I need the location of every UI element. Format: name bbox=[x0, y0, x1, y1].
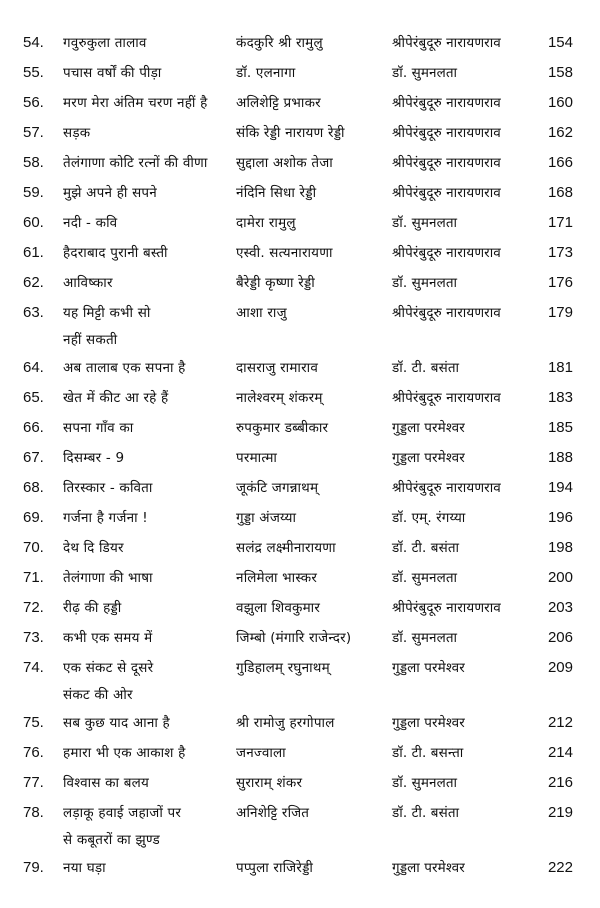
entry-author: अनिशेट्टि रजित bbox=[236, 805, 310, 821]
toc-entry bbox=[0, 383, 600, 413]
entry-translator: श्रीपेरंबुदूरु नारायणराव bbox=[392, 245, 501, 261]
entry-title bbox=[63, 238, 235, 268]
toc-entry bbox=[0, 178, 600, 208]
entry-page-number: 154 bbox=[547, 34, 573, 51]
entry-title-line1: यह मिट्टी कभी सो bbox=[63, 305, 151, 321]
entry-title-line1: पचास वर्षों की पीड़ा bbox=[63, 65, 162, 81]
entry-translator: श्रीपेरंबुदूरु नारायणराव bbox=[392, 95, 501, 111]
entry-title bbox=[63, 58, 235, 88]
entry-page-number: 196 bbox=[547, 509, 573, 526]
entry-title-line1: हमारा भी एक आकाश है bbox=[63, 745, 186, 761]
entry-author: दामेरा रामुलु bbox=[236, 215, 296, 231]
entry-translator: डॉ. सुमनलता bbox=[392, 215, 458, 231]
entry-title bbox=[63, 383, 235, 413]
entry-number: 70. bbox=[23, 539, 44, 556]
entry-page-number: 166 bbox=[547, 154, 573, 171]
toc-entry bbox=[0, 798, 600, 853]
entry-title bbox=[63, 473, 235, 503]
entry-page-number: 209 bbox=[547, 659, 573, 676]
entry-number: 62. bbox=[23, 274, 44, 291]
entry-title bbox=[63, 768, 235, 798]
entry-title-line1: हैदराबाद पुरानी बस्ती bbox=[63, 245, 168, 261]
entry-page-number: 214 bbox=[547, 744, 573, 761]
entry-number: 75. bbox=[23, 714, 44, 731]
entry-title bbox=[63, 853, 235, 883]
entry-title-line1: खेत में कीट आ रहे हैं bbox=[63, 390, 169, 406]
entry-title-line1: तेलंगाणा कोटि रत्नों की वीणा bbox=[63, 155, 208, 171]
entry-title bbox=[63, 593, 235, 623]
toc-entry bbox=[0, 738, 600, 768]
entry-translator: श्रीपेरंबुदूरु नारायणराव bbox=[392, 390, 501, 406]
entry-title bbox=[63, 298, 235, 353]
toc-entry bbox=[0, 473, 600, 503]
entry-title bbox=[63, 653, 235, 708]
entry-title-line1: सब कुछ याद आना है bbox=[63, 715, 170, 731]
toc-entry bbox=[0, 563, 600, 593]
toc-entry bbox=[0, 353, 600, 383]
entry-author: कंदकुरि श्री रामुलु bbox=[236, 35, 323, 51]
entry-page-number: 203 bbox=[547, 599, 573, 616]
entry-number: 64. bbox=[23, 359, 44, 376]
toc-entry bbox=[0, 708, 600, 738]
entry-number: 61. bbox=[23, 244, 44, 261]
entry-number: 59. bbox=[23, 184, 44, 201]
toc-entry bbox=[0, 623, 600, 653]
entry-author: श्री रामोजु हरगोपाल bbox=[236, 715, 335, 731]
entry-author: सलंद्र लक्ष्मीनारायणा bbox=[236, 540, 336, 556]
entry-author: डॉ. एलनागा bbox=[236, 65, 296, 81]
entry-page-number: 171 bbox=[547, 214, 573, 231]
entry-translator: गुड्डला परमेश्वर bbox=[392, 450, 465, 466]
entry-title bbox=[63, 413, 235, 443]
entry-page-number: 181 bbox=[547, 359, 573, 376]
toc-entry bbox=[0, 28, 600, 58]
entry-title-line1: नदी - कवि bbox=[63, 215, 118, 231]
entry-number: 65. bbox=[23, 389, 44, 406]
entry-translator: डॉ. सुमनलता bbox=[392, 630, 458, 646]
entry-author: संकि रेड्डी नारायण रेड्डी bbox=[236, 125, 345, 141]
entry-number: 71. bbox=[23, 569, 44, 586]
entry-number: 68. bbox=[23, 479, 44, 496]
toc-entry bbox=[0, 238, 600, 268]
entry-title-line1: गवुरुकुला तालाव bbox=[63, 35, 147, 51]
entry-title bbox=[63, 708, 235, 738]
entry-title bbox=[63, 178, 235, 208]
entry-translator: गुड्डला परमेश्वर bbox=[392, 660, 465, 676]
entry-page-number: 222 bbox=[547, 859, 573, 876]
entry-page-number: 183 bbox=[547, 389, 573, 406]
entry-translator: श्रीपेरंबुदूरु नारायणराव bbox=[392, 600, 501, 616]
entry-author: जिम्बो (मंगारि राजेन्दर) bbox=[236, 630, 352, 646]
entry-title bbox=[63, 148, 235, 178]
entry-author: परमात्मा bbox=[236, 450, 278, 466]
entry-author: सुराराम् शंकर bbox=[236, 775, 303, 791]
entry-title bbox=[63, 443, 235, 473]
entry-translator: गुड्डला परमेश्वर bbox=[392, 715, 465, 731]
entry-page-number: 216 bbox=[547, 774, 573, 791]
entry-title-line1: आविष्कार bbox=[63, 275, 113, 291]
entry-title bbox=[63, 28, 235, 58]
entry-page-number: 173 bbox=[547, 244, 573, 261]
entry-page-number: 160 bbox=[547, 94, 573, 111]
toc-entry bbox=[0, 298, 600, 353]
entry-author: पप्पुला राजिरेड्डी bbox=[236, 860, 314, 876]
entry-translator: श्रीपेरंबुदूरु नारायणराव bbox=[392, 35, 501, 51]
entry-translator: डॉ. टी. बसन्ता bbox=[392, 745, 464, 761]
entry-title bbox=[63, 798, 235, 853]
entry-title bbox=[63, 623, 235, 653]
entry-number: 67. bbox=[23, 449, 44, 466]
entry-title-line1: नया घड़ा bbox=[63, 860, 106, 876]
toc-entry bbox=[0, 443, 600, 473]
entry-author: रुपकुमार डब्बीकार bbox=[236, 420, 329, 436]
toc-entry bbox=[0, 653, 600, 708]
entry-page-number: 162 bbox=[547, 124, 573, 141]
entry-title-line1: विश्वास का बलय bbox=[63, 775, 150, 791]
entry-author: आशा राजु bbox=[236, 305, 287, 321]
entry-page-number: 185 bbox=[547, 419, 573, 436]
toc-entry bbox=[0, 533, 600, 563]
entry-author: दासराजु रामाराव bbox=[236, 360, 319, 376]
toc-entry bbox=[0, 58, 600, 88]
entry-title-line1: मुझे अपने ही सपने bbox=[63, 185, 157, 201]
entry-page-number: 158 bbox=[547, 64, 573, 81]
entry-number: 66. bbox=[23, 419, 44, 436]
entry-title bbox=[63, 533, 235, 563]
entry-author: जनज्वाला bbox=[236, 745, 286, 761]
entry-title-line1: गर्जना है गर्जना ! bbox=[63, 510, 148, 526]
entry-translator: गुड्डला परमेश्वर bbox=[392, 420, 465, 436]
entry-number: 73. bbox=[23, 629, 44, 646]
table-of-contents bbox=[0, 28, 600, 883]
entry-page-number: 206 bbox=[547, 629, 573, 646]
entry-title-line2: से कबूतरों का झुण्ड bbox=[63, 832, 160, 848]
entry-number: 77. bbox=[23, 774, 44, 791]
entry-title bbox=[63, 738, 235, 768]
entry-page-number: 219 bbox=[547, 804, 573, 821]
toc-entry bbox=[0, 88, 600, 118]
entry-number: 79. bbox=[23, 859, 44, 876]
entry-translator: डॉ. सुमनलता bbox=[392, 775, 458, 791]
entry-number: 55. bbox=[23, 64, 44, 81]
entry-author: नलिमेला भास्कर bbox=[236, 570, 318, 586]
entry-number: 54. bbox=[23, 34, 44, 51]
toc-entry bbox=[0, 503, 600, 533]
entry-title bbox=[63, 118, 235, 148]
entry-number: 60. bbox=[23, 214, 44, 231]
entry-title bbox=[63, 88, 235, 118]
entry-translator: डॉ. एम्. रंगय्या bbox=[392, 510, 466, 526]
entry-author: वझुला शिवकुमार bbox=[236, 600, 321, 616]
entry-translator: डॉ. सुमनलता bbox=[392, 570, 458, 586]
toc-entry bbox=[0, 853, 600, 883]
toc-entry bbox=[0, 208, 600, 238]
entry-translator: श्रीपेरंबुदूरु नारायणराव bbox=[392, 305, 501, 321]
entry-number: 76. bbox=[23, 744, 44, 761]
entry-translator: श्रीपेरंबुदूरु नारायणराव bbox=[392, 185, 501, 201]
toc-entry bbox=[0, 768, 600, 798]
entry-title bbox=[63, 208, 235, 238]
entry-page-number: 198 bbox=[547, 539, 573, 556]
entry-title-line1: सड़क bbox=[63, 125, 91, 141]
entry-number: 63. bbox=[23, 304, 44, 321]
toc-entry bbox=[0, 593, 600, 623]
entry-title bbox=[63, 353, 235, 383]
entry-translator: डॉ. टी. बसंता bbox=[392, 360, 460, 376]
toc-entry bbox=[0, 148, 600, 178]
entry-title-line1: कभी एक समय में bbox=[63, 630, 153, 646]
entry-translator: गुड्डला परमेश्वर bbox=[392, 860, 465, 876]
entry-author: बैरेड्डी कृष्णा रेड्डी bbox=[236, 275, 315, 291]
entry-author: गुडिहालम् रघुनाथम् bbox=[236, 660, 330, 676]
entry-page-number: 179 bbox=[547, 304, 573, 321]
entry-translator: डॉ. सुमनलता bbox=[392, 65, 458, 81]
entry-title-line2: संकट की ओर bbox=[63, 687, 133, 703]
entry-number: 56. bbox=[23, 94, 44, 111]
toc-entry bbox=[0, 118, 600, 148]
entry-title-line1: तेलंगाणा की भाषा bbox=[63, 570, 153, 586]
entry-page-number: 176 bbox=[547, 274, 573, 291]
entry-title-line1: सपना गाँव का bbox=[63, 420, 134, 436]
entry-title-line1: मरण मेरा अंतिम चरण नहीं है bbox=[63, 95, 208, 111]
toc-entry bbox=[0, 268, 600, 298]
entry-title-line1: अब तालाब एक सपना है bbox=[63, 360, 186, 376]
entry-title-line1: दिसम्बर - 9 bbox=[63, 450, 125, 466]
entry-title bbox=[63, 503, 235, 533]
entry-translator: श्रीपेरंबुदूरु नारायणराव bbox=[392, 155, 501, 171]
entry-title-line1: एक संकट से दूसरे bbox=[63, 660, 154, 676]
entry-title-line1: तिरस्कार - कविता bbox=[63, 480, 153, 496]
entry-number: 72. bbox=[23, 599, 44, 616]
entry-author: अलिशेट्टि प्रभाकर bbox=[236, 95, 321, 111]
entry-author: नालेश्वरम् शंकरम् bbox=[236, 390, 323, 406]
entry-translator: डॉ. सुमनलता bbox=[392, 275, 458, 291]
toc-entry bbox=[0, 413, 600, 443]
entry-page-number: 188 bbox=[547, 449, 573, 466]
entry-page-number: 212 bbox=[547, 714, 573, 731]
entry-translator: श्रीपेरंबुदूरु नारायणराव bbox=[392, 480, 501, 496]
entry-title-line1: देथ दि डियर bbox=[63, 540, 124, 556]
entry-number: 78. bbox=[23, 804, 44, 821]
entry-title-line1: लड़ाकू हवाई जहाजों पर bbox=[63, 805, 182, 821]
entry-author: गुड्डा अंजय्या bbox=[236, 510, 297, 526]
entry-number: 58. bbox=[23, 154, 44, 171]
entry-page-number: 168 bbox=[547, 184, 573, 201]
entry-title-line1: रीढ़ की हड्डी bbox=[63, 600, 122, 616]
entry-page-number: 194 bbox=[547, 479, 573, 496]
entry-author: नंदिनि सिधा रेड्डी bbox=[236, 185, 317, 201]
entry-number: 69. bbox=[23, 509, 44, 526]
entry-translator: श्रीपेरंबुदूरु नारायणराव bbox=[392, 125, 501, 141]
entry-title bbox=[63, 563, 235, 593]
entry-author: एस्वी. सत्यनारायणा bbox=[236, 245, 333, 261]
entry-title-line2: नहीं सकती bbox=[63, 332, 118, 348]
entry-author: सुद्दाला अशोक तेजा bbox=[236, 155, 333, 171]
entry-number: 74. bbox=[23, 659, 44, 676]
entry-title bbox=[63, 268, 235, 298]
entry-translator: डॉ. टी. बसंता bbox=[392, 540, 460, 556]
entry-author: जूकंटि जगन्नाथम् bbox=[236, 480, 319, 496]
entry-translator: डॉ. टी. बसंता bbox=[392, 805, 460, 821]
entry-page-number: 200 bbox=[547, 569, 573, 586]
entry-number: 57. bbox=[23, 124, 44, 141]
